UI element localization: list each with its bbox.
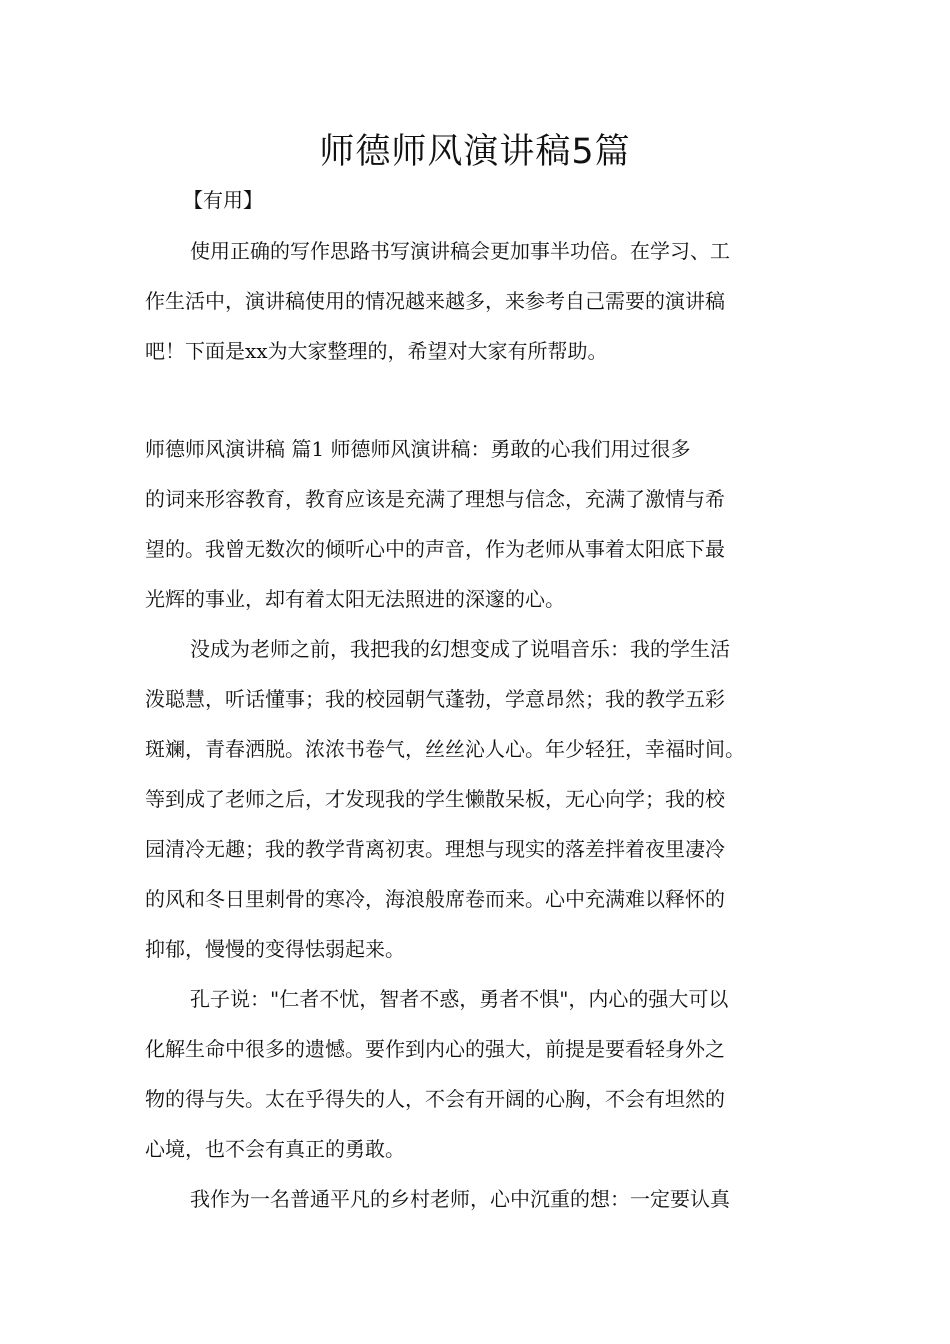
body-line: 作生活中，演讲稿使用的情况越来越多，来参考自己需要的演讲稿 — [145, 289, 725, 313]
body-line: 的词来形容教育，教育应该是充满了理想与信念，充满了激情与希 — [145, 487, 725, 511]
body-line: 吧！下面是xx为大家整理的，希望对大家有所帮助。 — [145, 339, 608, 363]
body-line: 园清冷无趣；我的教学背离初衷。理想与现实的落差拌着夜里凄冷 — [145, 837, 725, 861]
body-line: 的风和冬日里刺骨的寒冷，海浪般席卷而来。心中充满难以释怀的 — [145, 887, 725, 911]
body-line: 物的得与失。太在乎得失的人，不会有开阔的心胸，不会有坦然的 — [145, 1087, 725, 1111]
document-title: 师德师风演讲稿5篇 — [319, 132, 631, 172]
body-line: 化解生命中很多的遗憾。要作到内心的强大，前提是要看轻身外之 — [145, 1037, 725, 1061]
body-line: 没成为老师之前，我把我的幻想变成了说唱音乐：我的学生活 — [190, 637, 730, 661]
body-line: 泼聪慧，听话懂事；我的校园朝气蓬勃，学意昂然；我的教学五彩 — [145, 687, 725, 711]
body-line: 孔子说："仁者不忧，智者不惑，勇者不惧"，内心的强大可以 — [190, 987, 729, 1011]
body-line: 我作为一名普通平凡的乡村老师，心中沉重的想：一定要认真 — [190, 1187, 730, 1211]
body-line: 等到成了老师之后，才发现我的学生懒散呆板，无心向学；我的校 — [145, 787, 725, 811]
body-line: 心境，也不会有真正的勇敢。 — [145, 1137, 405, 1161]
document-tag: 【有用】 — [183, 188, 263, 212]
body-line: 光辉的事业，却有着太阳无法照进的深邃的心。 — [145, 587, 565, 611]
body-line: 望的。我曾无数次的倾听心中的声音，作为老师从事着太阳底下最 — [145, 537, 725, 561]
body-line: 斑斓，青春洒脱。浓浓书卷气，丝丝沁人心。年少轻狂，幸福时间。 — [145, 737, 745, 761]
body-line: 抑郁，慢慢的变得怯弱起来。 — [145, 937, 405, 961]
section-heading-line: 师德师风演讲稿 篇1 师德师风演讲稿：勇敢的心我们用过很多 — [145, 437, 691, 461]
body-line: 使用正确的写作思路书写演讲稿会更加事半功倍。在学习、工 — [190, 239, 730, 263]
